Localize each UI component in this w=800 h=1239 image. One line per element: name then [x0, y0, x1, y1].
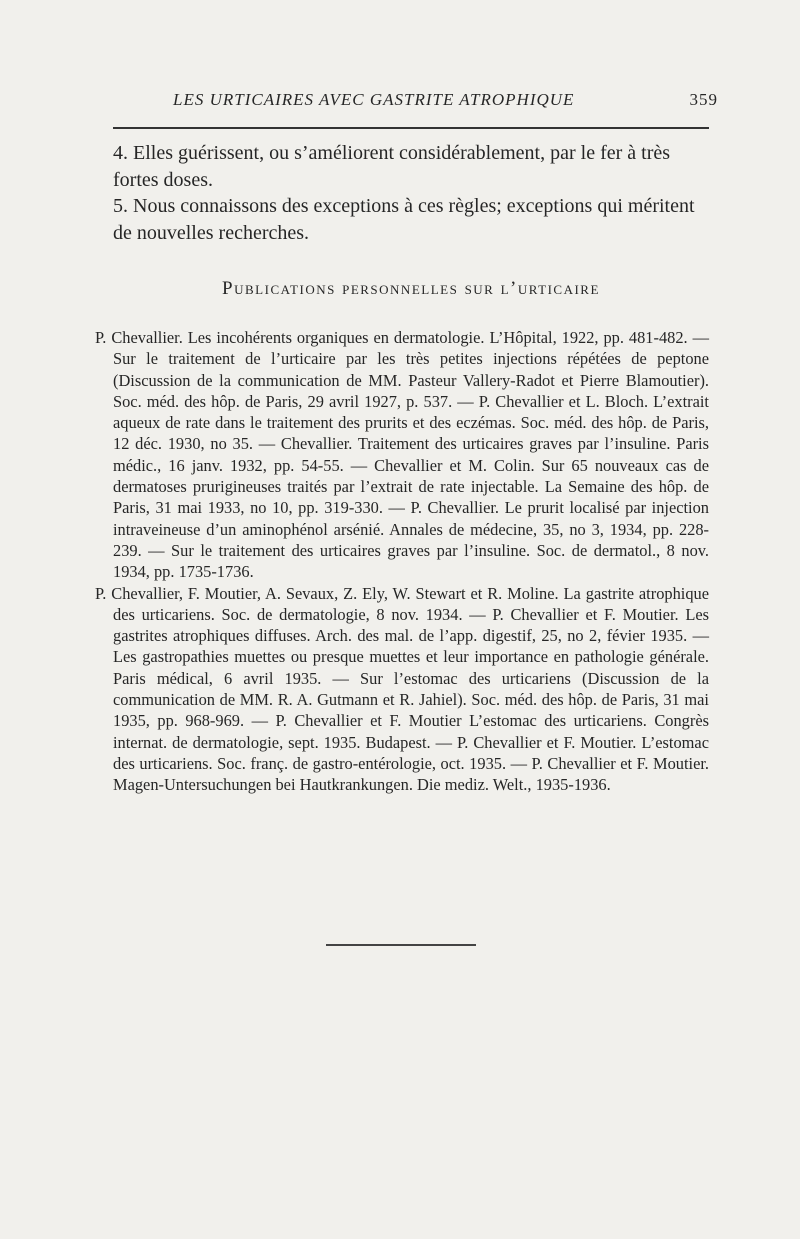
- page-number: 359: [689, 90, 718, 109]
- header-rule: [113, 127, 709, 129]
- section-title: [113, 278, 709, 300]
- end-rule: [326, 944, 476, 946]
- bibliography-entry: P. Chevallier, F. Moutier, A. Sevaux, Z. Ely, W. Stewart et R. Moline. La gastrite atrophique des urticariens. Soc. de dermatologie, 8 nov. 1934. — P. Chevallier et F. Moutier. Les gastrites atrophiques diffuses. Arch. des mal. de l’app. digestif, 25, no 2, févier 1935. — Les gastropathies muettes ou presque muettes et leur importance en pathologie générale. Paris médical, 6 avril 1935. — Sur l’estomac des urticariens (Discussion de la communication de MM. R. A. Gutmann et R. Jahiel). Soc. méd. des hôp. de Paris, 31 mai 1935, pp. 968-969. — P. Chevallier et F. Moutier L’estomac des urticariens. Congrès internat. de dermatologie, sept. 1935. Budapest. — P. Chevallier et F. Moutier. L’estomac des urticariens. Soc. franç. de gastro-entérologie, oct. 1935. — P. Chevallier et F. Moutier. Magen-Untersuchungen bei Hautkrankungen. Die mediz. Welt., 1935-1936.: [95, 583, 709, 795]
- paragraph-4: 4. Elles guérissent, ou s’améliorent considérablement, par le fer à très fortes doses.: [113, 142, 671, 191]
- section-title-text: Publications personnelles sur l’urticaire: [222, 278, 600, 299]
- paragraph-5: 5. Nous connaissons des exceptions à ces règles; exceptions qui méritent de nouvelles recherches.: [113, 195, 695, 244]
- bibliography-entry: P. Chevallier. Les incohérents organiques en dermatologie. L’Hôpital, 1922, pp. 481-482. — Sur le traitement de l’urticaire par les très petites injections répétées de peptone (Discussion de la communication de MM. Pasteur Vallery-Radot et Pierre Blamoutier). Soc. méd. des hôp. de Paris, 29 avril 1927, p. 537. — P. Chevallier et L. Bloch. L’extrait aqueux de rate dans le traitement des prurits et des eczémas. Soc. méd. des hôp. de Paris, 12 déc. 1930, no 35. — Chevallier. Traitement des urticaires graves par l’insuline. Paris médic., 16 janv. 1932, pp. 54-55. — Chevallier et M. Colin. Sur 65 nouveaux cas de dermatoses prurigineuses traités par l’extrait de rate injectable. La Semaine des hôp. de Paris, 31 mai 1933, no 10, pp. 319-330. — P. Chevallier. Le prurit localisé par injection intraveineuse d’un aminophénol arsénié. Annales de médecine, 35, no 3, 1934, pp. 228-239. — Sur le traitement des urticaires graves par l’insuline. Soc. de dermatol., 8 nov. 1934, pp. 1735-1736.: [95, 328, 709, 582]
- running-head-title: LES URTICAIRES AVEC GASTRITE ATROPHIQUE: [173, 90, 575, 109]
- bibliography: [95, 327, 709, 796]
